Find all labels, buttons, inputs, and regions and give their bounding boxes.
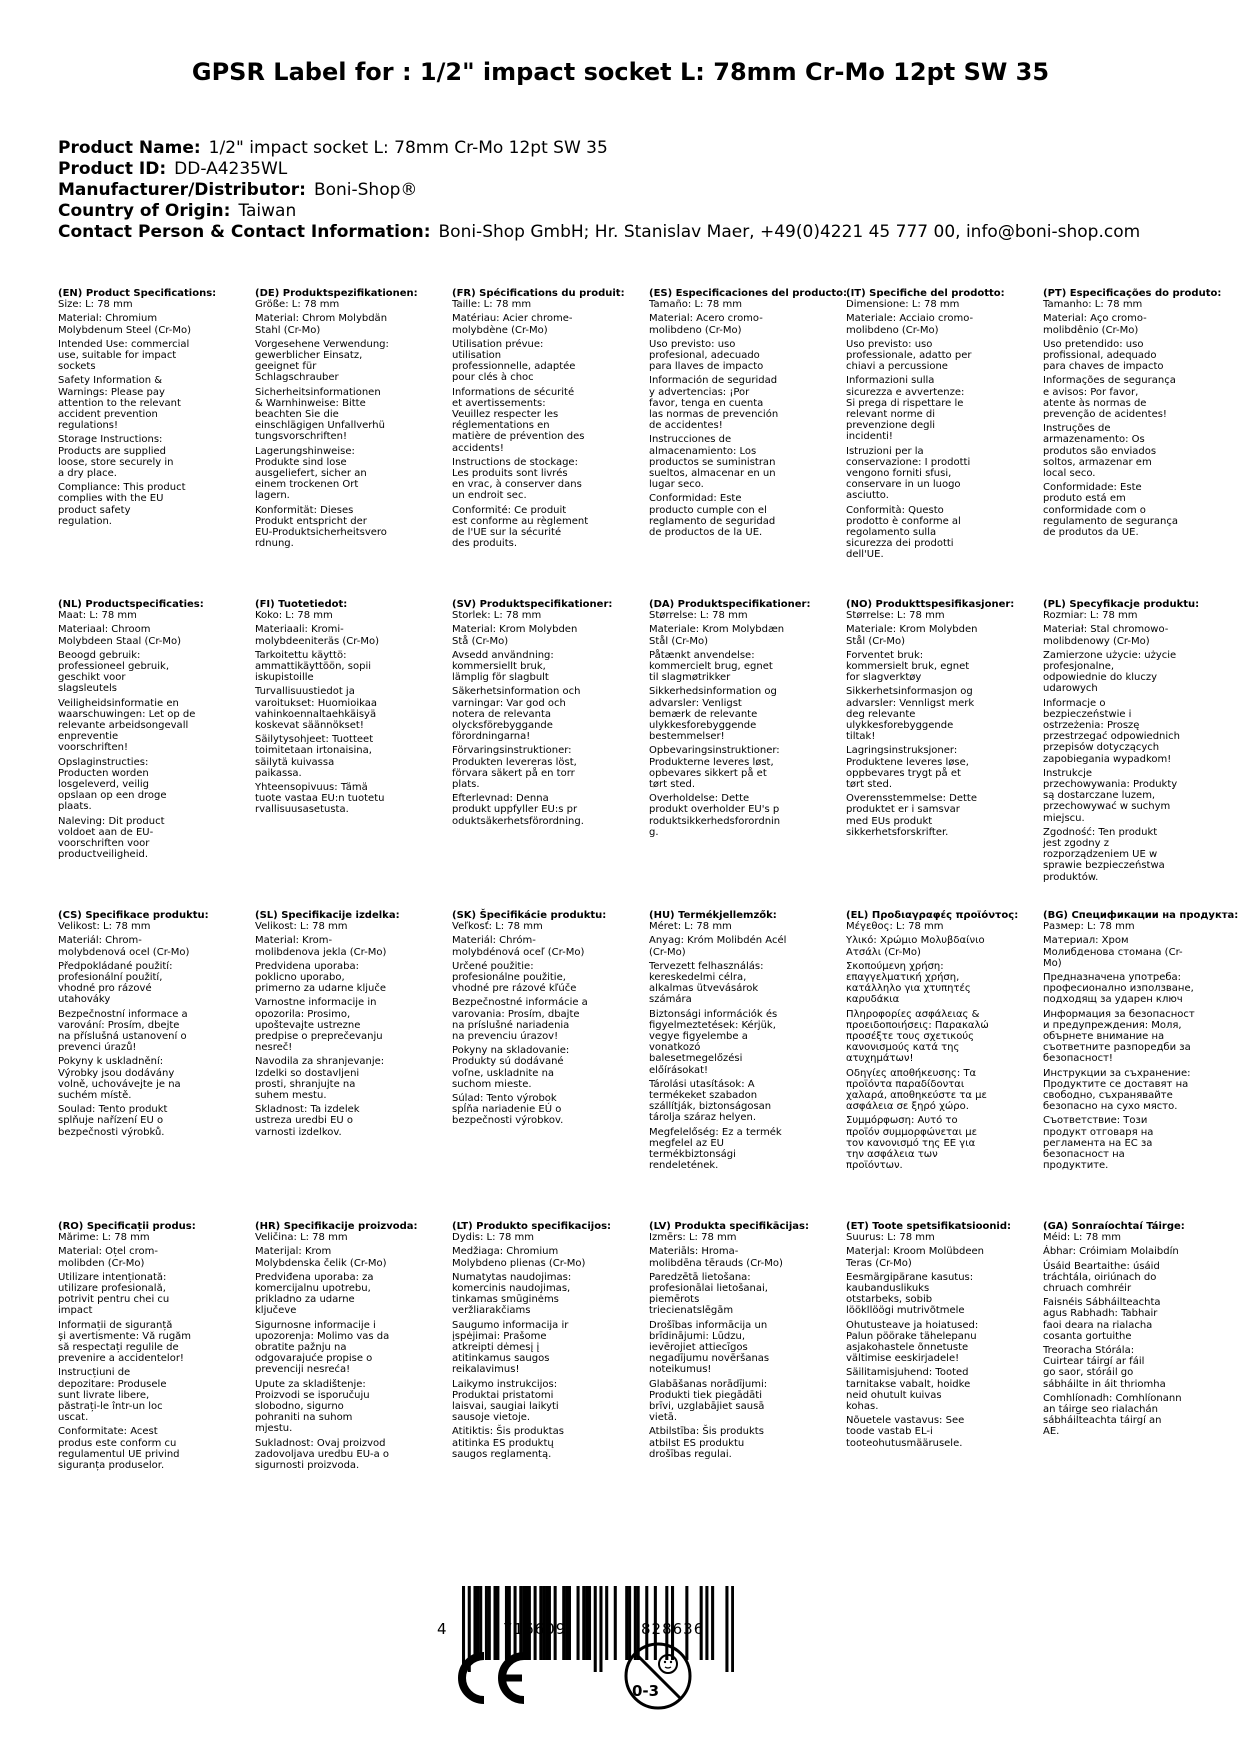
spec-block [58, 1221, 246, 1474]
spec-heading: (PT) Especificações do produto: [1043, 288, 1222, 299]
spec-line: Maat: L: 78 mm [58, 610, 137, 622]
spec-line: Atbilstība: Šis produkts atbilst ES produktu drošības regulai. [649, 1426, 764, 1460]
spec-line: Megfelelőség: Ez a termék megfelel az EU termékbiztonsági rendeletének. [649, 1126, 782, 1172]
spec-line: Lagerungshinweise: Produkte sind lose ausgeliefert, sicher an einem trockenen Ort lagern. [255, 445, 367, 502]
spec-line: Informations de sécurité et avertissements: Veuillez respecter les réglementations en matière de prévention des accidents! [452, 386, 585, 454]
spec-line: Informacje o bezpieczeństwie i ostrzeżenia: Proszę przestrzegać odpowiednich przepisów dotyczących zapobiegania wypadkom! [1043, 697, 1180, 765]
spec-heading: (RO) Specificații produs: [58, 1221, 196, 1232]
spec-line: Påtænkt anvendelse: kommercielt brug, egnet til slagmøtrikker [649, 649, 773, 684]
info-label: Country of Origin: [58, 201, 231, 221]
spec-block [846, 1221, 1034, 1452]
spec-heading: (SK) Špecifikácie produktu: [452, 910, 607, 921]
spec-heading: (SV) Produktspecifikationer: [452, 599, 613, 610]
spec-line: Материал: Хром Молибденова стомана (Cr- Mo) [1043, 935, 1183, 969]
spec-line: Istruzioni per la conservazione: I prodotti vengono forniti sfusi, conservare in un luogo asciutto. [846, 445, 971, 502]
spec-line: Paredzētā lietošana: profesionālai lietošanai, piemērots triecienatslēgām [649, 1271, 768, 1317]
spec-line: Materijal: Krom Molybdenska čelik (Cr-Mo) [255, 1246, 387, 1269]
contact-row [58, 222, 1140, 243]
spec-heading: (NL) Productspecificaties: [58, 599, 204, 610]
spec-line: Intended Use: commercial use, suitable for impact sockets [58, 338, 190, 373]
spec-heading: (EL) Προδιαγραφές προϊόντος: [846, 910, 1019, 921]
spec-line: Uso previsto: uso profesional, adecuado para llaves de impacto [649, 338, 764, 373]
spec-line: Materiál: Chrom- molybdenová ocel (Cr-Mo) [58, 935, 190, 958]
spec-line: Zamierzone użycie: użycie profesjonalne, odpowiednie do kluczy udarowych [1043, 649, 1177, 695]
spec-line: Súlad: Tento výrobok spĺňa nariadenie EÚ o bezpečnosti výrobkov. [452, 1093, 564, 1127]
spec-line: Instructions de stockage: Les produits sont livrés en vrac, à conserver dans un endroit sec. [452, 456, 582, 502]
ce-mark-icon [450, 1648, 532, 1708]
spec-line: Material: Krom Molybden Stå (Cr-Mo) [452, 624, 578, 647]
spec-block [255, 599, 443, 819]
spec-line: Méret: L: 78 mm [649, 921, 732, 933]
spec-line: Σκοπούμενη χρήση: επαγγελματική χρήση, κατάλληλο για χτυπητές καρυδάκια [846, 960, 971, 1006]
spec-line: Uso previsto: uso professionale, adatto per chiavi a percussione [846, 338, 972, 373]
spec-heading: (EN) Product Specifications: [58, 288, 217, 299]
spec-line: Tamaño: L: 78 mm [649, 299, 742, 311]
spec-line: Tárolási utasítások: A termékeket szabadon szállítják, biztonságosan tárolja száraz helyen. [649, 1078, 772, 1124]
spec-block [649, 599, 837, 841]
spec-line: Opslaginstructies: Producten worden losgeleverd, veilig opslaan op een droge plaats. [58, 756, 167, 813]
barcode-bar [577, 1586, 580, 1660]
spec-block [649, 288, 848, 541]
spec-line: Efterlevnad: Denna produkt uppfyller EU:s pr oduktsäkerhetsförordning. [452, 793, 584, 827]
spec-heading: (HU) Termékjellemzők: [649, 910, 777, 921]
spec-block [255, 288, 443, 552]
spec-line: Υλικό: Χρώμιο Μολυβδαίνιο Ατσάλι (Cr-Mo) [846, 935, 985, 958]
spec-line: Eesmärgipärane kasutus: kaubanduslikuks otstarbeks, sobib löökllöögi mutrivõtmele [846, 1271, 974, 1317]
spec-line: Предназначена употреба: професионално използване, подходящ за ударен ключ [1043, 972, 1194, 1006]
spec-line: Materiale: Krom Molybdæn Stål (Cr-Mo) [649, 624, 785, 647]
spec-line: Velikost: L: 78 mm [58, 921, 151, 933]
spec-block [846, 288, 1034, 564]
spec-line: Conformidade: Este produto está em conformidade com o regulamento de segurança de produtos da UE. [1043, 482, 1179, 539]
spec-line: Instrukcje przechowywania: Produkty są dostarczane luzem, przechowywać w suchym miejscu. [1043, 767, 1178, 824]
info-label: Product ID: [58, 159, 167, 179]
spec-line: Información de seguridad y advertencias: ¡Por favor, tenga en cuenta las normas de prevención de accidentes! [649, 375, 779, 432]
spec-heading: (DA) Produktspecifikationer: [649, 599, 811, 610]
spec-line: Utilizare intenționată: utilizare profesională, potrivit pentru chei cu impact [58, 1271, 170, 1317]
barcode-bar [614, 1586, 617, 1660]
spec-line: Beoogd gebruik: professioneel gebruik, geschikt voor slagsleutels [58, 649, 169, 695]
barcode-bar [588, 1586, 591, 1660]
spec-line: Overensstemmelse: Dette produktet er i samsvar med EUs produkt sikkerhetsforskrifter. [846, 793, 977, 838]
barcode-digits-left: 716609 [503, 1620, 567, 1638]
spec-block [1043, 599, 1231, 886]
spec-line: Инструкции за съхранение: Продуктите се доставят на свободно, съхранявайте безопасно на сухо място. [1043, 1067, 1191, 1113]
spec-line: Instrucciones de almacenamiento: Los productos se suministran sueltos, almacenar en un lugar seco. [649, 434, 776, 491]
country-row [58, 201, 1140, 222]
spec-heading: (GA) Sonraíochtaí Táirge: [1043, 1221, 1185, 1232]
spec-line: Größe: L: 78 mm [255, 299, 340, 311]
info-label: Contact Person & Contact Information: [58, 222, 431, 242]
product-id-row [58, 159, 1140, 180]
spec-line: Οδηγίες αποθήκευσης: Τα προϊόντα παραδίδονται χαλαρά, αποθηκεύστε τα με ασφάλεια σε ξηρό χώρο. [846, 1067, 987, 1113]
info-value: Boni-Shop GmbH; Hr. Stanislav Maer, +49(0)4221 45 777 00, info@boni-shop.com [438, 222, 1141, 242]
spec-line: Storage Instructions: Products are supplied loose, store securely in a dry place. [58, 434, 174, 480]
spec-line: Pokyny na skladovanie: Produkty sú dodávané voľne, uskladnite na suchom mieste. [452, 1045, 570, 1090]
barcode-bar [568, 1586, 571, 1660]
spec-line: Vorgesehene Verwendung: gewerblicher Einsatz, geeignet für Schlagschrauber [255, 338, 389, 384]
barcode-bar [585, 1586, 588, 1660]
info-label: Product Name: [58, 138, 201, 158]
spec-line: Bezpečnostné informácie a varovania: Prosím, dbajte na príslušné nariadenia na prevenciu úrazov! [452, 997, 588, 1043]
product-info [58, 138, 1140, 243]
spec-line: Skladnost: Ta izdelek ustreza uredbi EU o varnosti izdelkov. [255, 1104, 360, 1138]
product-name-row [58, 138, 1140, 159]
spec-block [1043, 288, 1231, 541]
spec-line: Ohutusteave ja hoiatused: Palun pöörake tähelepanu asjakohastele õnnetuste vältimise eeskirjadele! [846, 1319, 979, 1365]
barcode-bar [582, 1586, 585, 1660]
spec-line: Materiale: Krom Molybden Stål (Cr-Mo) [846, 624, 978, 647]
barcode-bar [725, 1586, 728, 1672]
spec-line: Material: Chrom Molybdän Stahl (Cr-Mo) [255, 313, 388, 336]
spec-line: Veľkosť: L: 78 mm [452, 921, 543, 933]
info-label: Manufacturer/Distributor: [58, 180, 306, 200]
spec-block [255, 1221, 443, 1474]
spec-line: Instruções de armazenamento: Os produtos são enviados soltos, armazenar em local seco. [1043, 423, 1157, 480]
spec-line: Naleving: Dit product voldoet aan de EU- voorschriften voor productveiligheid. [58, 815, 165, 861]
spec-line: Materiāls: Hroma- molibdēna tērauds (Cr-Mo) [649, 1246, 783, 1269]
spec-line: Størrelse: L: 78 mm [649, 610, 748, 622]
spec-line: Materjal: Kroom Molübdeen Teras (Cr-Mo) [846, 1246, 984, 1269]
spec-line: Upute za skladištenje: Proizvodi se isporučuju slobodno, sigurno pohraniti na suhom mjestu. [255, 1378, 370, 1435]
spec-line: Συμμόρφωση: Αυτό το προϊόν συμμορφώνεται με τον κανονισμό της ΕΕ για την ασφάλεια των προϊόντων. [846, 1115, 977, 1172]
spec-block [846, 599, 1034, 841]
spec-line: Størrelse: L: 78 mm [846, 610, 945, 622]
spec-line: Compliance: This product complies with the EU product safety regulation. [58, 482, 186, 527]
page-title: GPSR Label for : 1/2" impact socket L: 78mm Cr-Mo 12pt SW 35 [191, 58, 1050, 86]
info-value: Taiwan [238, 201, 297, 221]
spec-line: Информация за безопасност и предупреждения: Моля, обърнете внимание на съответните разпоредби за безопасност! [1043, 1008, 1195, 1065]
spec-line: Sigurnosne informacije i upozorenja: Molimo vas da obratite pažnju na odgovarajuće propise o prevenciji nesreća! [255, 1319, 390, 1376]
barcode-bar [705, 1586, 708, 1660]
spec-line: Suurus: L: 78 mm [846, 1232, 935, 1244]
spec-heading: (PL) Specyfikacje produktu: [1043, 599, 1200, 610]
spec-line: Säkerhetsinformation och varningar: Var god och notera de relevanta olycksförebyggande förordningarna! [452, 686, 581, 743]
barcode-digits-right: 828636 [641, 1620, 705, 1638]
spec-line: Sikkerhetsinformasjon og advarsler: Vennligst merk deg relevante ulykkesforebyggende tiltak! [846, 686, 975, 743]
barcode-digit-first: 4 [437, 1620, 447, 1638]
spec-heading: (ES) Especificaciones del producto: [649, 288, 848, 299]
spec-line: Conformité: Ce produit est conforme au règlement de l'UE sur la sécurité des produits. [452, 504, 589, 550]
age-warning-icon [622, 1640, 694, 1712]
spec-heading: (DE) Produktspezifikationen: [255, 288, 418, 299]
spec-line: Säilitamisjuhend: Tooted tarnitakse vabalt, hoidke neid ohutult kuivas kohas. [846, 1367, 971, 1413]
spec-heading: (BG) Спецификации на продукта: [1043, 910, 1239, 921]
spec-line: Zgodność: Ten produkt jest zgodny z rozporządzeniem UE w sprawie bezpieczeństwa produktów. [1043, 826, 1165, 883]
spec-line: Předpokládané použití: profesionální použití, vhodné pro rázové utahováky [58, 960, 173, 1006]
spec-block [255, 910, 443, 1141]
spec-block [452, 1221, 640, 1463]
spec-heading: (LT) Produkto specifikacijos: [452, 1221, 612, 1232]
spec-line: Materiał: Stal chromowo- molibdenowy (Cr-Mo) [1043, 624, 1169, 647]
spec-line: Varnostne informacije in opozorila: Prosimo, upoštevajte ustrezne predpise o preprečevanju nesreč! [255, 997, 383, 1054]
spec-line: Navodila za shranjevanje: Izdelki so dostavljeni prosti, shranjujte na suhem mestu. [255, 1056, 385, 1102]
spec-line: Materiaal: Chroom Molybdeen Staal (Cr-Mo) [58, 624, 182, 647]
spec-line: Safety Information & Warnings: Please pay attention to the relevant accident prevention regulations! [58, 375, 181, 432]
spec-heading: (LV) Produkta specifikācijas: [649, 1221, 809, 1232]
spec-line: Conformità: Questo prodotto è conforme al regolamento sulla sicurezza dei prodotti dell'UE. [846, 504, 961, 561]
spec-line: Sicherheitsinformationen & Warnhinweise: Bitte beachten Sie die einschlägigen Unfallverhü tungsvorschriften! [255, 386, 385, 443]
spec-block [58, 288, 246, 530]
spec-line: Avsedd användning: kommersiellt bruk, lämplig för slagbult [452, 649, 554, 684]
spec-line: Overholdelse: Dette produkt overholder EU's p roduktsikkerhedsforordnin g. [649, 793, 781, 838]
spec-line: Turvallisuustiedot ja varoitukset: Huomioikaa vahinkoennaltaehkäisyä koskevat säännökset! [255, 686, 377, 732]
spec-line: Съответствие: Този продукт отговаря на регламента на ЕС за безопасност на продуктите. [1043, 1115, 1154, 1172]
spec-heading: (HR) Specifikacije proizvoda: [255, 1221, 418, 1232]
spec-block [649, 910, 837, 1174]
spec-line: Velikost: L: 78 mm [255, 921, 348, 933]
spec-line: Biztonsági információk és figyelmeztetések: Kérjük, vegye figyelembe a vonatkozó balesetmegelőzési előírásokat! [649, 1008, 778, 1076]
spec-line: Úsáid Beartaithe: úsáid tráchtála, oiriúnach do chruach comhréir [1043, 1260, 1160, 1295]
spec-line: Förvaringsinstruktioner: Produkten levereras löst, förvara säkert på en torr plats. [452, 745, 577, 791]
spec-line: Predviđena uporaba: za komercijalnu upotrebu, prikladno za udarne ključeve [255, 1271, 374, 1317]
spec-block [846, 910, 1034, 1174]
spec-line: Treoracha Stórála: Cuirtear táirgí ar fáil go saor, stóráil go sábháilte in áit thriomha [1043, 1345, 1166, 1390]
spec-line: Dydis: L: 78 mm [452, 1232, 535, 1244]
spec-line: Conformitate: Acest produs este conform cu regulamentul UE privind siguranța produselor. [58, 1426, 180, 1472]
spec-block [452, 288, 640, 552]
barcode-bar [711, 1586, 714, 1660]
barcode-bar [594, 1586, 597, 1672]
spec-line: Veličina: L: 78 mm [255, 1232, 348, 1244]
spec-line: Material: Chromium Molybdenum Steel (Cr-Mo) [58, 313, 192, 336]
spec-line: Numatytas naudojimas: komercinis naudojimas, tinkamas smūginėms veržliarakčiams [452, 1271, 572, 1317]
spec-line: Material: Aço cromo- molibdênio (Cr-Mo) [1043, 313, 1147, 336]
spec-line: Yhteensopivuus: Tämä tuote vastaa EU:n tuotetu rvallisuusasetusta. [255, 782, 385, 816]
spec-line: Soulad: Tento produkt splňuje nařízení EU o bezpečnosti výrobků. [58, 1104, 168, 1138]
spec-line: Drošības informācija un brīdinājumi: Lūdzu, ievērojiet attiecīgos negadījumu novēršanas noteikumus! [649, 1319, 770, 1376]
spec-heading: (FI) Tuotetiedot: [255, 599, 348, 610]
spec-line: Materiale: Acciaio cromo- molibdeno (Cr-Mo) [846, 313, 974, 336]
info-value: 1/2" impact socket L: 78mm Cr-Mo 12pt SW 35 [208, 138, 608, 158]
info-value: Boni-Shop® [313, 180, 418, 200]
spec-line: Uso pretendido: uso profissional, adequado para chaves de impacto [1043, 338, 1164, 373]
spec-line: Conformidad: Este producto cumple con el reglamento de seguridad de productos de la UE. [649, 493, 776, 539]
spec-line: Material: Krom- molibdenova jekla (Cr-Mo) [255, 935, 387, 958]
spec-line: Säilytysohjeet: Tuotteet toimitetaan irtonaisina, säilytä kuivassa paikassa. [255, 734, 374, 779]
manufacturer-row [58, 180, 1140, 201]
spec-line: Materiál: Chróm- molybdénová oceľ (Cr-Mo) [452, 935, 585, 958]
barcode-bar [731, 1586, 734, 1672]
spec-line: Taille: L: 78 mm [452, 299, 532, 311]
spec-line: Matériau: Acier chrome- molybdène (Cr-Mo) [452, 313, 573, 336]
age-range-label: 0-3 [632, 1682, 660, 1700]
spec-line: Saugumo informacija ir įspėjimai: Prašome atkreipti dėmesį į atitinkamus saugos reikalavimus! [452, 1319, 569, 1376]
spec-block [452, 910, 640, 1130]
spec-heading: (IT) Specifiche del prodotto: [846, 288, 1005, 299]
spec-line: Ábhar: Cróimiam Molaibdín [1043, 1246, 1179, 1258]
spec-line: Atitiktis: Šis produktas atitinka ES produktų saugos reglamentą. [452, 1426, 564, 1460]
spec-line: Medžiaga: Chromium Molybdeno plienas (Cr-Mo) [452, 1246, 586, 1269]
spec-line: Instrucțiuni de depozitare: Produsele sunt livrate libere, păstrați-le într-un loc uscat. [58, 1367, 167, 1424]
barcode-bar [605, 1586, 608, 1660]
spec-block [649, 1221, 837, 1463]
spec-block [58, 599, 246, 863]
spec-block [1043, 1221, 1231, 1441]
spec-line: Sukladnost: Ovaj proizvod zadovoljava uredbu EU-a o sigurnosti proizvoda. [255, 1437, 390, 1472]
spec-line: Laikymo instrukcijos: Produktai pristatomi laisvai, saugiai laikyti sausoje vietoje. [452, 1378, 559, 1424]
spec-line: Mărime: L: 78 mm [58, 1232, 150, 1244]
spec-line: Koko: L: 78 mm [255, 610, 333, 622]
spec-line: Materiaali: Kromi- molybdeeniteräs (Cr-Mo) [255, 624, 379, 647]
spec-line: Lagringsinstruksjoner: Produktene leveres løse, oppbevares trygt på et tørt sted. [846, 745, 969, 791]
spec-heading: (ET) Toote spetsifikatsioonid: [846, 1221, 1012, 1232]
spec-block [452, 599, 640, 830]
spec-heading: (NO) Produkttspesifikasjoner: [846, 599, 1015, 610]
spec-line: Forventet bruk: kommersielt bruk, egnet for slagverktøy [846, 649, 970, 684]
spec-line: Určené použitie: profesionálne použitie, vhodné pre rázové kľúče [452, 960, 577, 995]
spec-line: Material: Oțel crom- molibden (Cr-Mo) [58, 1246, 158, 1269]
spec-line: Anyag: Króm Molibdén Acél (Cr-Mo) [649, 935, 787, 958]
spec-line: Nõuetele vastavus: See toode vastab EL-i tooteohutusmäärusele. [846, 1415, 965, 1449]
spec-line: Sikkerhedsinformation og advarsler: Venligst bemærk de relevante ulykkesforebyggende bestemmelser! [649, 686, 777, 743]
spec-line: Размер: L: 78 mm [1043, 921, 1135, 933]
spec-line: Informații de siguranță și avertismente: Vă rugăm să respectați regulile de prevenire a accidentelor! [58, 1319, 192, 1365]
spec-block [1043, 910, 1239, 1174]
spec-line: Informazioni sulla sicurezza e avvertenze: Si prega di rispettare le relevant norme di prevenzione degli incidenti! [846, 375, 965, 443]
spec-line: Faisnéis Sábháilteachta agus Rabhadh: Tabhair faoi deara na rialacha cosanta gortuithe [1043, 1297, 1161, 1342]
spec-line: Opbevaringsinstruktioner: Produkterne leveres løst, opbevares sikkert på et tørt sted. [649, 745, 780, 791]
spec-line: Tarkoitettu käyttö: ammattikäyttöön, sopii iskupistoille [255, 649, 372, 684]
spec-line: Predvidena uporaba: poklicno uporabo, primerno za udarne ključe [255, 960, 387, 995]
spec-line: Konformität: Dieses Produkt entspricht der EU-Produktsicherheitsvero rdnung. [255, 504, 387, 550]
spec-line: Μέγεθος: L: 78 mm [846, 921, 944, 933]
spec-heading: (FR) Spécifications du produit: [452, 288, 625, 299]
spec-line: Informações de segurança e avisos: Por favor, atente às normas de prevenção de acidentes! [1043, 375, 1176, 421]
spec-heading: (CS) Specifikace produktu: [58, 910, 209, 921]
info-value: DD-A4235WL [174, 159, 288, 179]
spec-block [58, 910, 246, 1141]
spec-line: Veiligheidsinformatie en waarschuwingen: Let op de relevante arbeidsongevall enpreventie voorschriften! [58, 697, 196, 754]
spec-line: Rozmiar: L: 78 mm [1043, 610, 1138, 622]
spec-line: Storlek: L: 78 mm [452, 610, 542, 622]
spec-line: Tervezett felhasználás: kereskedelmi célra, alkalmas ütvevásárok számára [649, 960, 764, 1006]
spec-line: Comhlíonadh: Comhlíonann an táirge seo rialachán sábháilteachta táirgí an AE. [1043, 1392, 1182, 1438]
spec-line: Méid: L: 78 mm [1043, 1232, 1121, 1244]
spec-line: Material: Acero cromo- molibdeno (Cr-Mo) [649, 313, 763, 336]
spec-line: Utilisation prévue: utilisation professionnelle, adaptée pour clés à choc [452, 338, 576, 384]
spec-line: Glabāšanas norādījumi: Produkti tiek piegādāti brīvi, uzglabājiet sausā vietā. [649, 1378, 768, 1424]
spec-line: Size: L: 78 mm [58, 299, 133, 311]
spec-line: Izmērs: L: 78 mm [649, 1232, 737, 1244]
barcode-bar [599, 1586, 602, 1672]
spec-line: Tamanho: L: 78 mm [1043, 299, 1143, 311]
spec-line: Bezpečnostní informace a varování: Prosím, dbejte na příslušná ustanovení o prevenci úrazů! [58, 1008, 188, 1054]
spec-line: Πληροφορίες ασφάλειας & προειδοποιήσεις: Παρακαλώ προσέξτε τους σχετικούς κανονισμούς κατά της ατυχημάτων! [846, 1008, 989, 1065]
spec-line: Pokyny k uskladnění: Výrobky jsou dodávány volně, uchovávejte je na suchém místě. [58, 1056, 181, 1102]
spec-line: Dimensione: L: 78 mm [846, 299, 960, 311]
spec-heading: (SL) Specifikacije izdelka: [255, 910, 400, 921]
